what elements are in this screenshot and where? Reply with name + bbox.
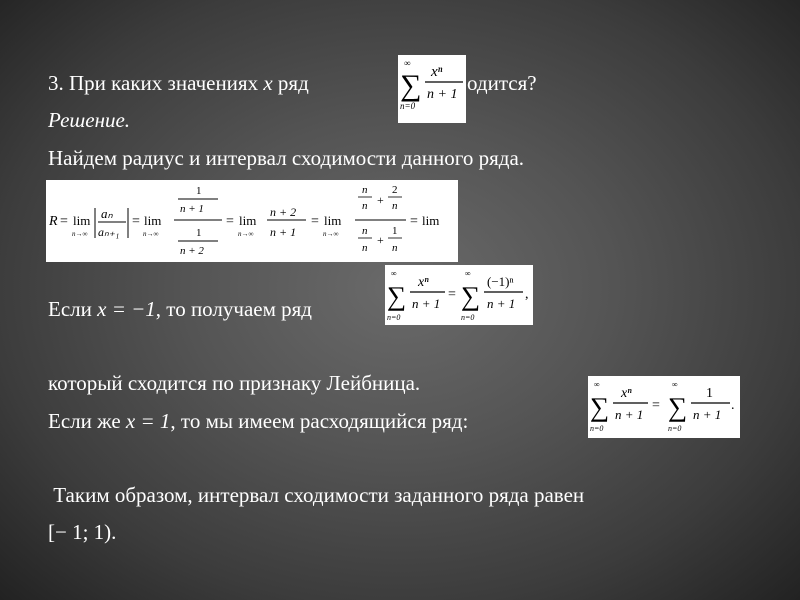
radius-formula-image: [46, 180, 458, 262]
harmonic-series-formula-image: [588, 376, 740, 438]
sum-symbol: ∑: [400, 69, 422, 102]
if-minus-text-end: , то получаем ряд: [155, 297, 312, 321]
fraction-n: n: [392, 242, 398, 254]
fraction-two: 2: [392, 184, 398, 196]
series-denominator: n + 1: [427, 87, 458, 102]
svg-text:∑: ∑: [461, 281, 481, 311]
limit-subscript: n→∞: [238, 230, 254, 238]
a-n-term: aₙ: [101, 206, 113, 221]
series-formula-image: [398, 55, 466, 123]
fraction-one: 1: [196, 227, 202, 239]
if-minus-text-start: Если: [48, 297, 98, 321]
fraction-n: n: [362, 242, 368, 254]
svg-text:∞: ∞: [594, 380, 600, 389]
equals-sign: =: [448, 287, 456, 302]
interval-result: [− 1; 1).: [48, 520, 117, 544]
svg-text:n=0: n=0: [668, 424, 682, 433]
limit-subscript: n→∞: [72, 230, 88, 238]
fraction-n-plus-2: n + 2: [270, 205, 297, 219]
if-x-one-line: [48, 408, 468, 434]
svg-text:∞: ∞: [672, 380, 678, 389]
svg-text:∞: ∞: [391, 269, 397, 278]
question-text-mid: ряд: [272, 71, 309, 95]
series-numerator: xⁿ: [431, 64, 443, 80]
fraction-n-plus-1: n + 1: [180, 203, 204, 215]
alternating-series-formula-image: [385, 265, 533, 325]
solution-label: Решение.: [48, 108, 131, 132]
equals-sign: =: [410, 214, 418, 229]
sum-upper-limit: ∞: [404, 58, 411, 68]
question-line: [48, 70, 309, 96]
svg-text:n=0: n=0: [387, 313, 401, 322]
svg-text:+: +: [377, 193, 384, 207]
formula-period: .: [731, 398, 735, 413]
sum-lower-limit: n=0: [400, 101, 416, 111]
limit-operator: lim: [73, 213, 91, 228]
question-text-end: одится?: [467, 71, 537, 95]
equals-sign: =: [652, 398, 660, 413]
fraction-n-plus-2: n + 2: [180, 245, 204, 257]
svg-text:n=0: n=0: [461, 313, 475, 322]
limit-operator: lim: [324, 213, 342, 228]
limit-subscript: n→∞: [143, 230, 159, 238]
harmonic-denominator-right: n + 1: [693, 407, 722, 422]
fraction-n: n: [362, 200, 368, 212]
equals-sign: =: [311, 214, 319, 229]
harmonic-numerator-right: 1: [706, 386, 713, 401]
equals-sign: =: [132, 214, 140, 229]
harmonic-numerator-left: xⁿ: [621, 386, 632, 401]
equals-sign: =: [60, 214, 68, 229]
svg-text:n=0: n=0: [590, 424, 604, 433]
if-minus-equation: x = −1: [97, 297, 156, 321]
a-n-plus-1-term: aₙ₊₁: [98, 225, 120, 239]
leibniz-text: который сходится по признаку Лейбница.: [48, 371, 421, 395]
svg-text:∑: ∑: [668, 392, 688, 422]
if-plus-equation: x = 1: [125, 409, 171, 433]
limit-operator: lim: [422, 213, 440, 228]
equals-sign: =: [226, 214, 234, 229]
conclusion-text: Таким образом, интервал сходимости заданного ряда равен: [48, 483, 585, 507]
if-plus-text-end: , то мы имеем расходящийся ряд:: [170, 409, 469, 433]
fraction-n: n: [362, 184, 368, 196]
leibniz-numerator-right: (−1)ⁿ: [487, 274, 514, 289]
question-text-start: 3. При каких значениях: [48, 71, 264, 95]
question-variable: x: [263, 71, 273, 95]
svg-text:∑: ∑: [590, 392, 610, 422]
fraction-n: n: [362, 225, 368, 237]
if-x-minus-one-line: [48, 296, 312, 322]
svg-text:∑: ∑: [387, 281, 407, 311]
fraction-n: n: [392, 200, 398, 212]
leibniz-denominator-left: n + 1: [412, 296, 441, 311]
limit-operator: lim: [144, 213, 162, 228]
svg-text:+: +: [377, 233, 384, 247]
find-radius-text: Найдем радиус и интервал сходимости данного ряда.: [48, 146, 525, 170]
formula-comma: ,: [525, 287, 529, 302]
leibniz-numerator-left: xⁿ: [418, 275, 429, 290]
leibniz-denominator-right: n + 1: [487, 296, 516, 311]
fraction-one: 1: [392, 225, 398, 237]
svg-text:∞: ∞: [465, 269, 471, 278]
harmonic-denominator-left: n + 1: [615, 407, 644, 422]
limit-subscript: n→∞: [323, 230, 339, 238]
limit-operator: lim: [239, 213, 257, 228]
radius-symbol: R: [49, 214, 58, 229]
fraction-n-plus-1: n + 1: [270, 225, 297, 239]
fraction-one: 1: [196, 185, 202, 197]
if-plus-text-start: Если же: [48, 409, 126, 433]
